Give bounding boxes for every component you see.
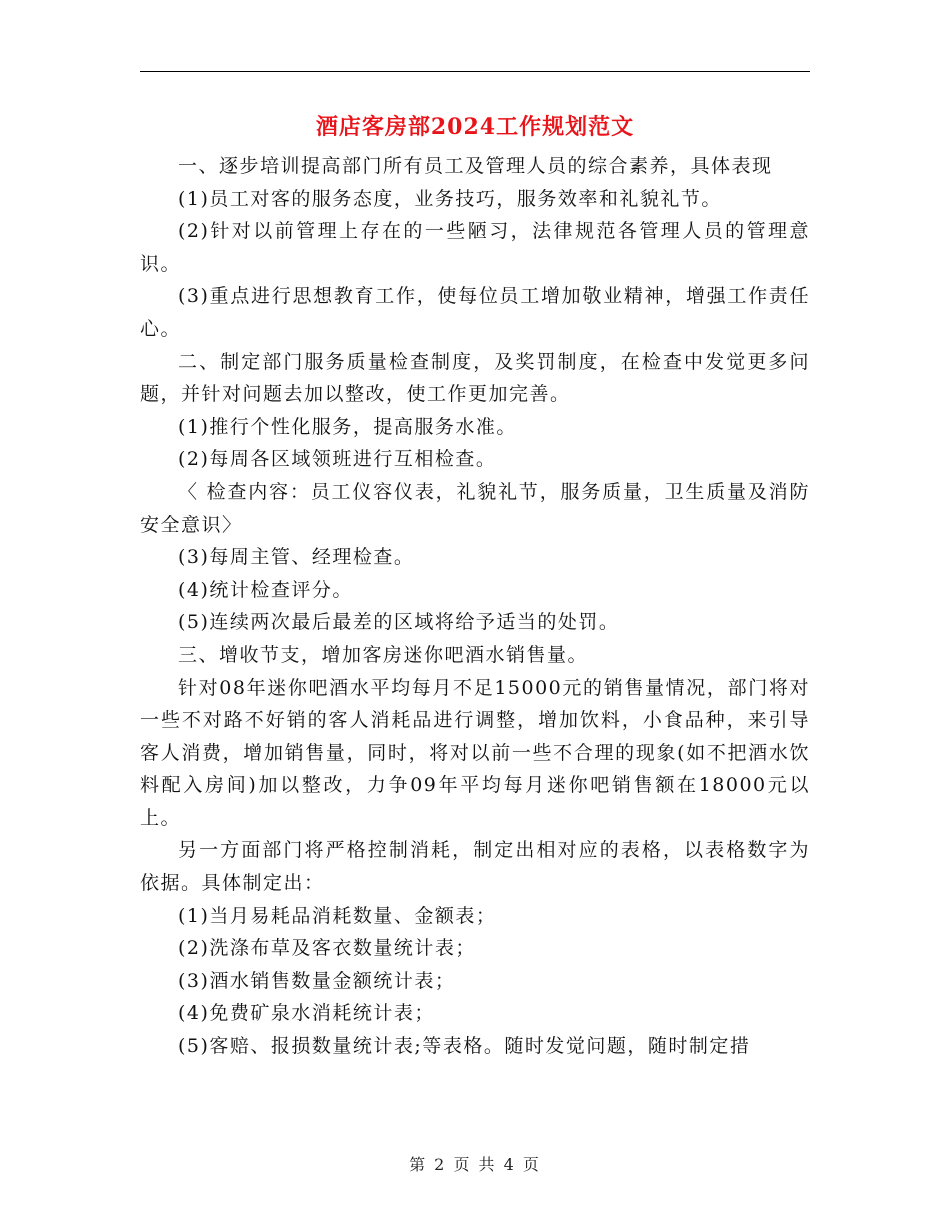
paragraph: 三、增收节支，增加客房迷你吧酒水销售量。 bbox=[178, 643, 589, 666]
document-title: 酒店客房部2024工作规划范文 bbox=[315, 114, 635, 140]
paragraph: 一、逐步培训提高部门所有员工及管理人员的综合素养，具体表现 bbox=[178, 155, 773, 177]
paragraph: (4)统计检查评分。 bbox=[178, 578, 353, 601]
paragraph: (3)每周主管、经理检查。 bbox=[178, 546, 415, 569]
paragraph: (2)每周各区域领班进行互相检查。 bbox=[178, 448, 497, 471]
paragraph: (3)酒水销售数量金额统计表； bbox=[178, 969, 456, 992]
paragraph: (1)推行个性化服务，提高服务水准。 bbox=[178, 415, 517, 438]
paragraph: (2)针对以前管理上存在的一些陋习，法律规范各管理人员的管理意识。 bbox=[140, 220, 810, 275]
paragraph: 二、制定部门服务质量检查制度，及奖罚制度，在检查中发觉更多问题，并针对问题去加以整改，使工作更加完善。 bbox=[140, 350, 810, 406]
paragraph: 另一方面部门将严格控制消耗，制定出相对应的表格，以表格数字为依据。具体制定出： bbox=[140, 839, 810, 895]
paragraph: 〈 检查内容：员工仪容仪表，礼貌礼节，服务质量，卫生质量及消防安全意识〉 bbox=[140, 480, 810, 536]
paragraph: (1)员工对客的服务态度，业务技巧，服务效率和礼貌礼节。 bbox=[178, 187, 722, 210]
paragraph: (3)重点进行思想教育工作，使每位员工增加敬业精神，增强工作责任心。 bbox=[140, 285, 810, 340]
paragraph: 针对08年迷你吧酒水平均每月不足15000元的销售量情况，部门将对一些不对路不好销的客人消耗品进行调整，增加饮料，小食品种，来引导客人消费，增加销售量，同时，将对以前一些不合理的现象(如不把酒水饮料配入房间)加以整改，力争09年平均每月迷你吧销售额在18000元以上。 bbox=[140, 676, 810, 829]
document-body bbox=[140, 150, 810, 1063]
paragraph: (5)连续两次最后最差的区域将给予适当的处罚。 bbox=[178, 611, 620, 634]
paragraph: (1)当月易耗品消耗数量、金额表； bbox=[178, 904, 497, 927]
page-footer: 第 2 页 共 4 页 bbox=[409, 1155, 541, 1174]
paragraph: (4)免费矿泉水消耗统计表； bbox=[178, 1002, 435, 1025]
header-rule bbox=[140, 71, 810, 72]
paragraph: (5)客赔、报损数量统计表;等表格。随时发觉问题，随时制定措 bbox=[178, 1035, 751, 1058]
paragraph: (2)洗涤布草及客衣数量统计表； bbox=[178, 937, 476, 960]
